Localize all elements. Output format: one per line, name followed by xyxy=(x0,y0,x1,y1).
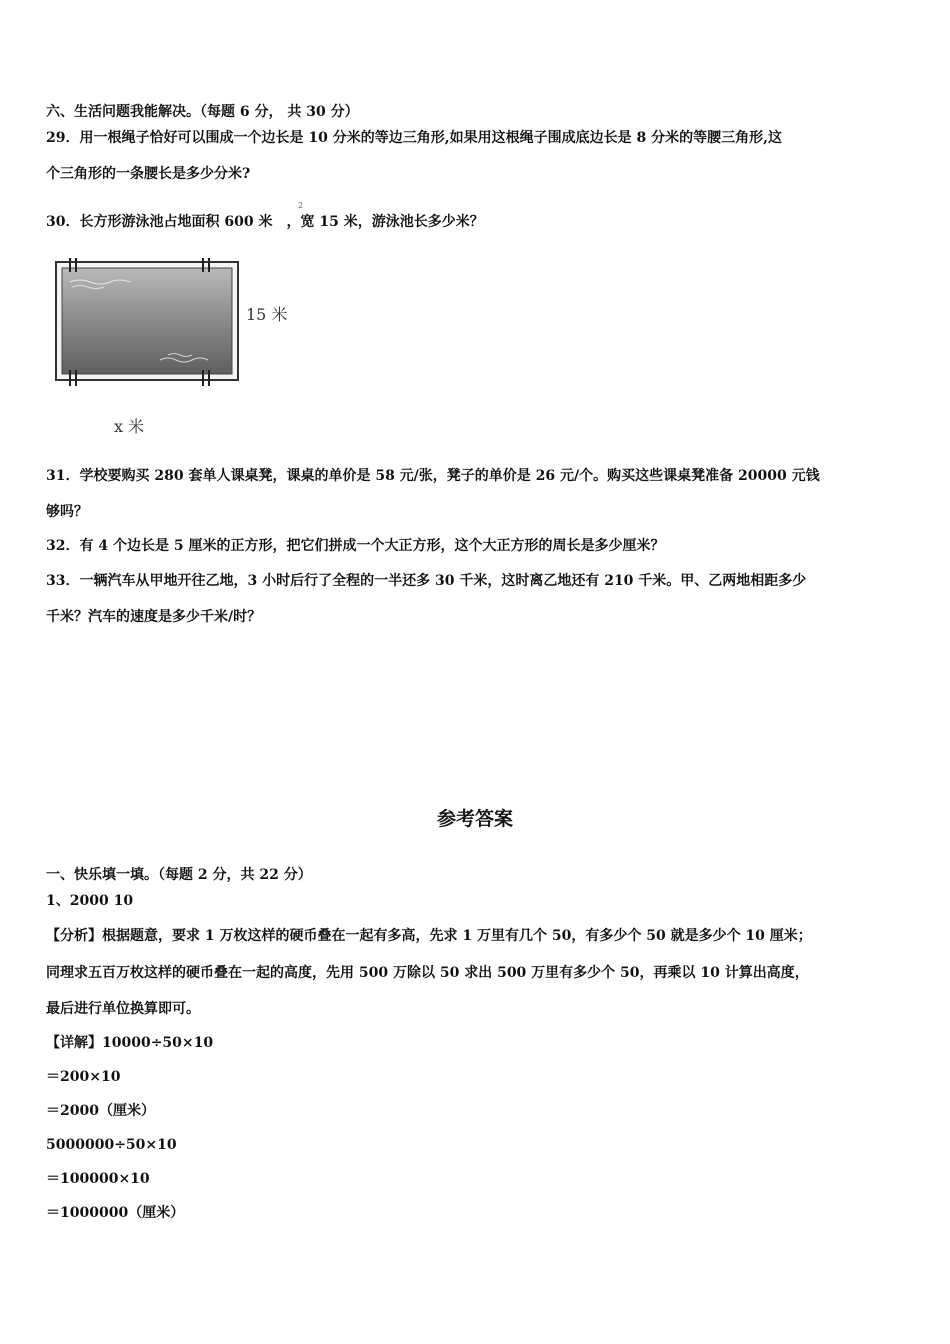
question-32: 32．有 4 个边长是 5 厘米的正方形，把它们拼成一个大正方形，这个大正方形的周长是多少厘米？ xyxy=(46,538,665,554)
analysis-line-2: 同理求五百万枚这样的硬币叠在一起的高度，先用 500 万除以 50 求出 500 万里有多少个 50，再乘以 10 计算出高度， xyxy=(46,965,809,981)
section-heading-6: 六、生活问题我能解决。（每题 6 分， 共 30 分） xyxy=(46,104,359,120)
question-33-line-1: 33．一辆汽车从甲地开往乙地，3 小时后行了全程的一半还多 30 千米，这时离乙地还有 210 千米。甲、乙两地相距多少 xyxy=(46,573,807,589)
pool-diagram xyxy=(50,252,310,442)
answer-1: 1、2000 10 xyxy=(46,893,134,909)
detail-line-6: ＝1000000（厘米） xyxy=(46,1205,185,1221)
detail-line-4: 5000000÷50×10 xyxy=(46,1137,177,1153)
question-29-line-2: 个三角形的一条腰长是多少分米? xyxy=(46,166,251,182)
pool-length-label: x 米 xyxy=(114,417,145,436)
answers-title: 参考答案 xyxy=(436,808,513,830)
question-30-text-a: 30．长方形游泳池占地面积 600 米 xyxy=(46,214,273,230)
question-33-line-2: 千米？汽车的速度是多少千米/时？ xyxy=(46,609,262,625)
question-31-line-1: 31．学校要购买 280 套单人课桌凳，课桌的单价是 58 元/张，凳子的单价是 26 元/个。购买这些课桌凳准备 20000 元钱 xyxy=(46,468,820,484)
question-29-line-1: 29．用一根绳子恰好可以围成一个边长是 10 分米的等边三角形,如果用这根绳子围成底边长是 8 分米的等腰三角形,这 xyxy=(46,130,782,146)
question-30-superscript: 2 xyxy=(298,201,304,210)
question-30-text-b: ，宽 15 米，游泳池长多少米？ xyxy=(286,214,484,230)
question-31-line-2: 够吗？ xyxy=(46,504,88,520)
pool-water xyxy=(62,268,232,374)
detail-line-1: 【详解】10000÷50×10 xyxy=(46,1035,214,1051)
analysis-line-1: 【分析】根据题意，要求 1 万枚这样的硬币叠在一起有多高，先求 1 万里有几个 50，有多少个 50 就是多少个 10 厘米； xyxy=(46,928,812,944)
detail-line-3: ＝2000（厘米） xyxy=(46,1103,155,1119)
detail-line-2: ＝200×10 xyxy=(46,1069,121,1085)
question-30 xyxy=(46,213,484,231)
pool-width-label: 15 米 xyxy=(246,305,288,324)
pool-figure xyxy=(50,252,310,442)
analysis-line-3: 最后进行单位换算即可。 xyxy=(46,1001,200,1017)
answers-section-heading-1: 一、快乐填一填。（每题 2 分，共 22 分） xyxy=(46,867,312,883)
detail-line-5: ＝100000×10 xyxy=(46,1171,150,1187)
